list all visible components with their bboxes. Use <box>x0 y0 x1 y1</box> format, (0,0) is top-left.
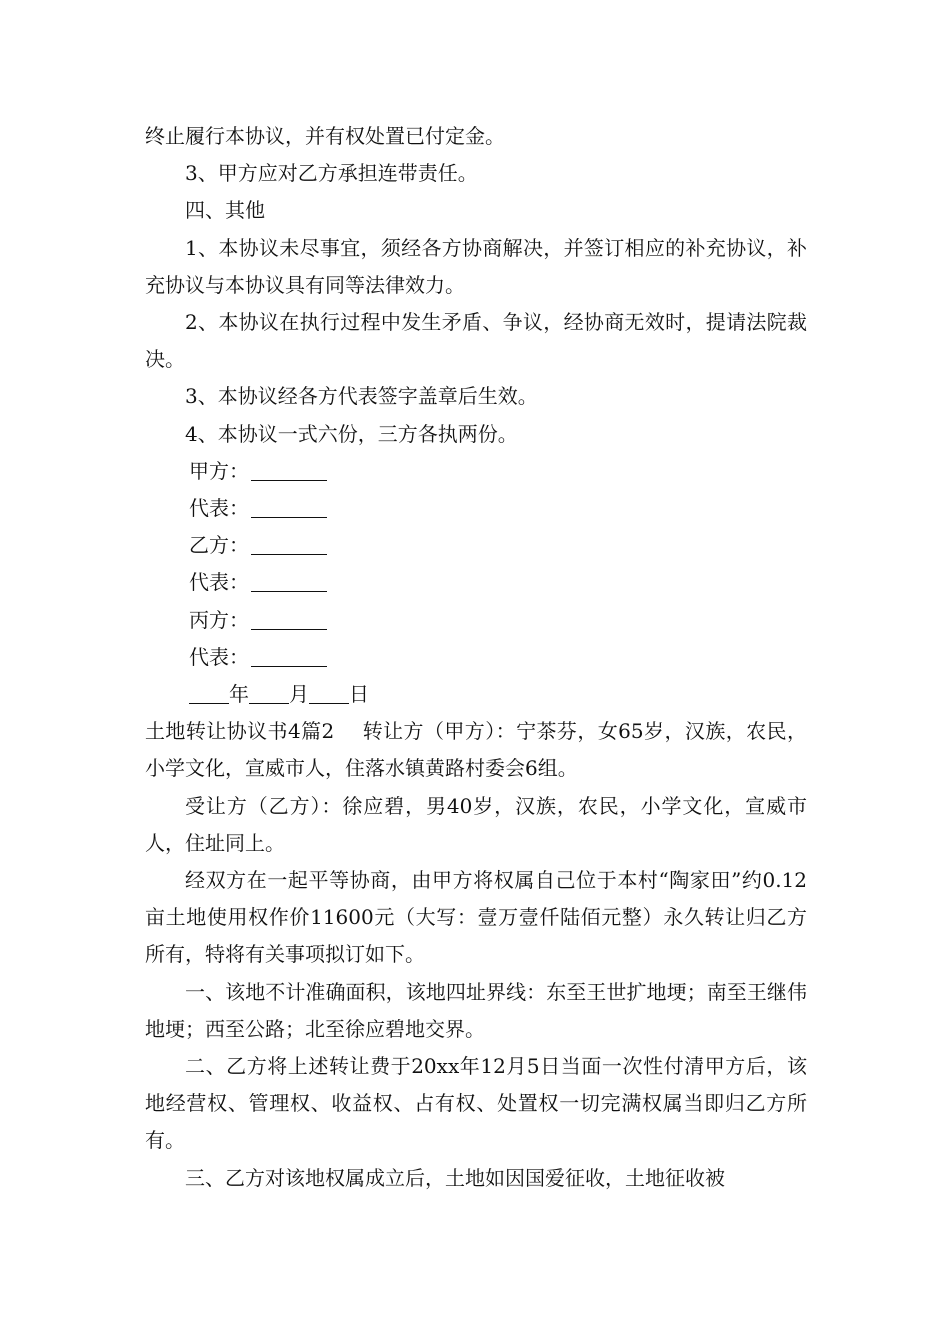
signature-blank <box>251 569 327 592</box>
signature-line-rep-a <box>145 490 807 527</box>
section-heading: 土地转让协议书4篇2 <box>145 719 335 744</box>
date-year-label: 年 <box>229 682 249 707</box>
signature-line-party-a <box>145 453 807 490</box>
signature-blank <box>251 495 327 518</box>
signature-line-party-c <box>145 602 807 639</box>
document-body <box>145 118 807 1197</box>
paragraph: 4、本协议一式六份，三方各执两份。 <box>185 421 518 446</box>
paragraph: 三、乙方对该地权属成立后，土地如因国爱征收，土地征收被 <box>185 1165 725 1190</box>
signature-line-rep-b <box>145 564 807 601</box>
signature-label: 代表： <box>189 496 249 521</box>
date-line <box>145 676 807 713</box>
date-day-label: 日 <box>349 682 369 707</box>
paragraph: 经双方在一起平等协商，由甲方将权属自己位于本村“陶家田”约0.12亩土地使用权作价11600元（大写：壹万壹仟陆佰元整）永久转让归乙方所有，特将有关事项拟订如下。 <box>145 868 807 967</box>
paragraph: 一、该地不计准确面积，该地四址界线：东至王世扩地埂；南至王继伟地埂；西至公路；北至徐应碧地交界。 <box>145 979 807 1041</box>
paragraph: 1、本协议未尽事宜，须经各方协商解决，并签订相应的补充协议，补充协议与本协议具有同等法律效力。 <box>145 235 807 297</box>
signature-blank <box>251 458 327 481</box>
paragraph: 2、本协议在执行过程中发生矛盾、争议，经协商无效时，提请法院裁决。 <box>145 310 807 372</box>
signature-blank <box>251 532 327 555</box>
date-month-label: 月 <box>289 682 309 707</box>
signature-blank <box>251 644 327 667</box>
paragraph: 3、甲方应对乙方承担连带责任。 <box>185 161 478 186</box>
signature-label: 代表： <box>189 644 249 669</box>
paragraph: 3、本协议经各方代表签字盖章后生效。 <box>185 384 538 409</box>
transferor-text: 转让方（甲方）：宁茶芬，女65岁，汉族，农民，小学文化，宣威市人，住落水镇黄路村委会6组。 <box>145 719 808 781</box>
paragraph: 终止履行本协议，并有权处置已付定金。 <box>145 124 505 148</box>
date-blank <box>249 681 289 704</box>
signature-blank <box>251 607 327 630</box>
date-blank <box>189 681 229 704</box>
date-blank <box>309 681 349 704</box>
signature-label: 乙方： <box>189 533 249 558</box>
paragraph: 受让方（乙方）：徐应碧，男40岁，汉族，农民，小学文化，宣威市人，住址同上。 <box>145 793 807 855</box>
signature-label: 丙方： <box>189 607 249 632</box>
signature-label: 甲方： <box>189 458 249 483</box>
signature-line-party-b <box>145 527 807 564</box>
signature-line-rep-c <box>145 639 807 676</box>
paragraph: 二、乙方将上述转让费于20xx年12月5日当面一次性付清甲方后，该地经营权、管理权、收益权、占有权、处置权一切完满权属当即归乙方所有。 <box>145 1054 807 1153</box>
section-heading-other: 四、其他 <box>185 198 265 223</box>
section-heading-paragraph <box>145 713 807 787</box>
signature-label: 代表： <box>189 570 249 595</box>
